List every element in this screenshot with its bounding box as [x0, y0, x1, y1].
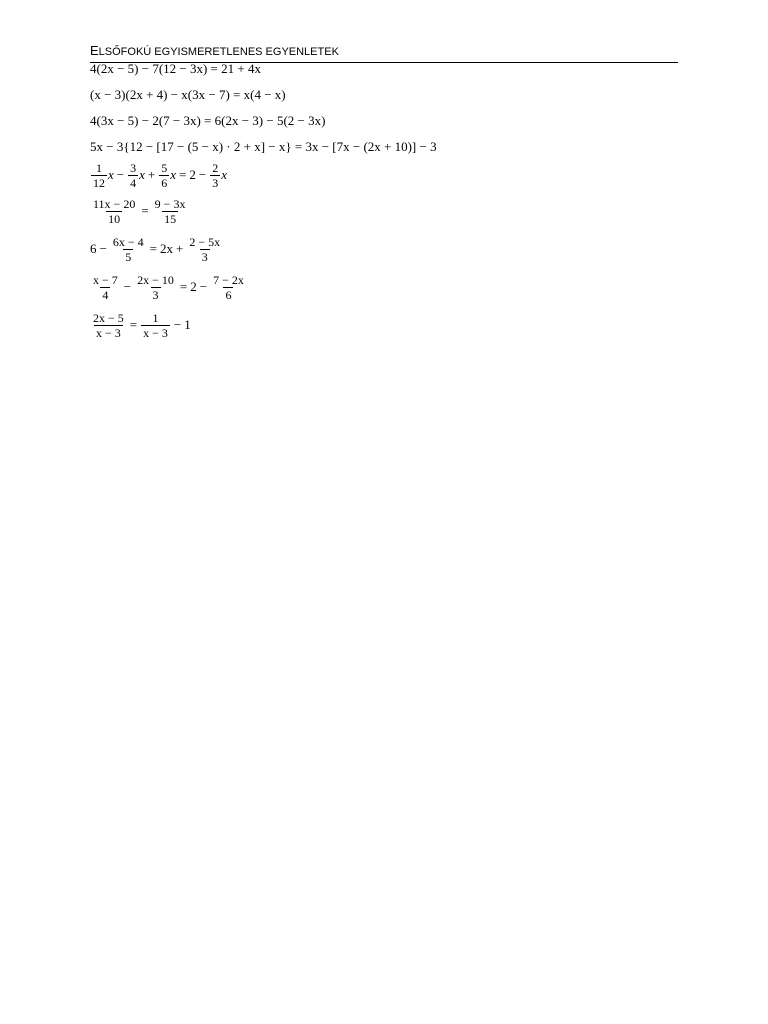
- equation-9: $\frac{2x - 5}{x - 3}$ = $\frac{1}{x - 3}$ − 1: [93, 310, 191, 340]
- equation-2-text: (x − 3)(2x + 4) − x(3x − 7) = x(4 − x): [90, 87, 286, 102]
- denominator: 12: [93, 175, 105, 190]
- numerator: 7 − 2x: [213, 272, 244, 287]
- equation-8: $\frac{x - 7}{4}$ − $\frac{2x - 10}{3}$ = 2 − $\frac{7 - 2x}{6}$: [93, 272, 244, 302]
- equation-1-text: 4(2x − 5) − 7(12 − 3x) = 21 + 4x: [90, 61, 261, 76]
- fraction: [135, 273, 176, 302]
- term: 2x: [159, 241, 173, 256]
- numerator: 6x − 4: [112, 234, 144, 249]
- page-header: [90, 43, 678, 63]
- equation-6: $\frac{11x - 20}{10}$ = $\frac{9 - 3x}{15}$: [93, 196, 186, 226]
- equation-2: [90, 87, 678, 103]
- numerator: 9 − 3x: [154, 196, 186, 211]
- denominator: 4: [102, 287, 109, 302]
- equation-list: [90, 61, 678, 341]
- equation-7: 6 − $\frac{6x - 4}{5}$ = 2x + $\frac{2 - 5x}{3}$: [90, 234, 221, 264]
- equation-3: [90, 113, 678, 129]
- term: 6: [90, 241, 97, 256]
- denominator: 15: [164, 211, 177, 226]
- fraction: [159, 161, 169, 190]
- fraction: [91, 311, 126, 340]
- equation-4-text: 5x − 3{12 − [17 − (5 − x) · 2 + x] − x} = 3x − [7x − (2x + 10)] − 3: [90, 139, 437, 154]
- term: 2: [190, 279, 197, 294]
- fraction: [91, 273, 120, 302]
- equation-1: [90, 61, 678, 77]
- fraction: [128, 161, 138, 190]
- denominator: x − 3: [143, 325, 168, 340]
- numerator: 3: [130, 160, 137, 175]
- fraction: [210, 161, 220, 190]
- fraction: [187, 235, 222, 264]
- numerator: 1: [152, 310, 159, 325]
- denominator: 3: [212, 175, 219, 190]
- denominator: x − 3: [96, 325, 121, 340]
- denominator: 10: [108, 211, 121, 226]
- numerator: 2x − 10: [137, 272, 174, 287]
- numerator: 2 − 5x: [189, 234, 221, 249]
- header-title-initial: E: [90, 43, 99, 58]
- numerator: 1: [96, 160, 102, 175]
- denominator: 6: [225, 287, 232, 302]
- numerator: 5: [161, 160, 168, 175]
- header-title: LSŐFOKÚ EGYISMERETLENES EGYENLETEK: [98, 46, 339, 58]
- numerator: x − 7: [93, 272, 118, 287]
- numerator: 2x − 5: [93, 310, 124, 325]
- denominator: 4: [130, 175, 137, 190]
- equation-5: $\frac{1}{12}$ x − $\frac{3}{4}$ x + $\frac{5}{6}$ x = 2 − $\frac{2}{3}$ x: [93, 160, 227, 190]
- denominator: 6: [161, 175, 168, 190]
- denominator: 3: [152, 287, 159, 302]
- equation-4: [90, 139, 678, 155]
- equation-3-text: 4(3x − 5) − 2(7 − 3x) = 6(2x − 3) − 5(2 − 3x): [90, 113, 326, 128]
- denominator: 3: [201, 249, 208, 264]
- fraction: [211, 273, 246, 302]
- numerator: 2: [212, 160, 219, 175]
- denominator: 5: [125, 249, 132, 264]
- fraction: [153, 197, 188, 226]
- fraction: [91, 161, 107, 190]
- fraction: [141, 311, 170, 340]
- fraction: [111, 235, 146, 264]
- fraction: [91, 197, 137, 226]
- numerator: 11x − 20: [93, 196, 136, 211]
- term: 1: [184, 317, 191, 332]
